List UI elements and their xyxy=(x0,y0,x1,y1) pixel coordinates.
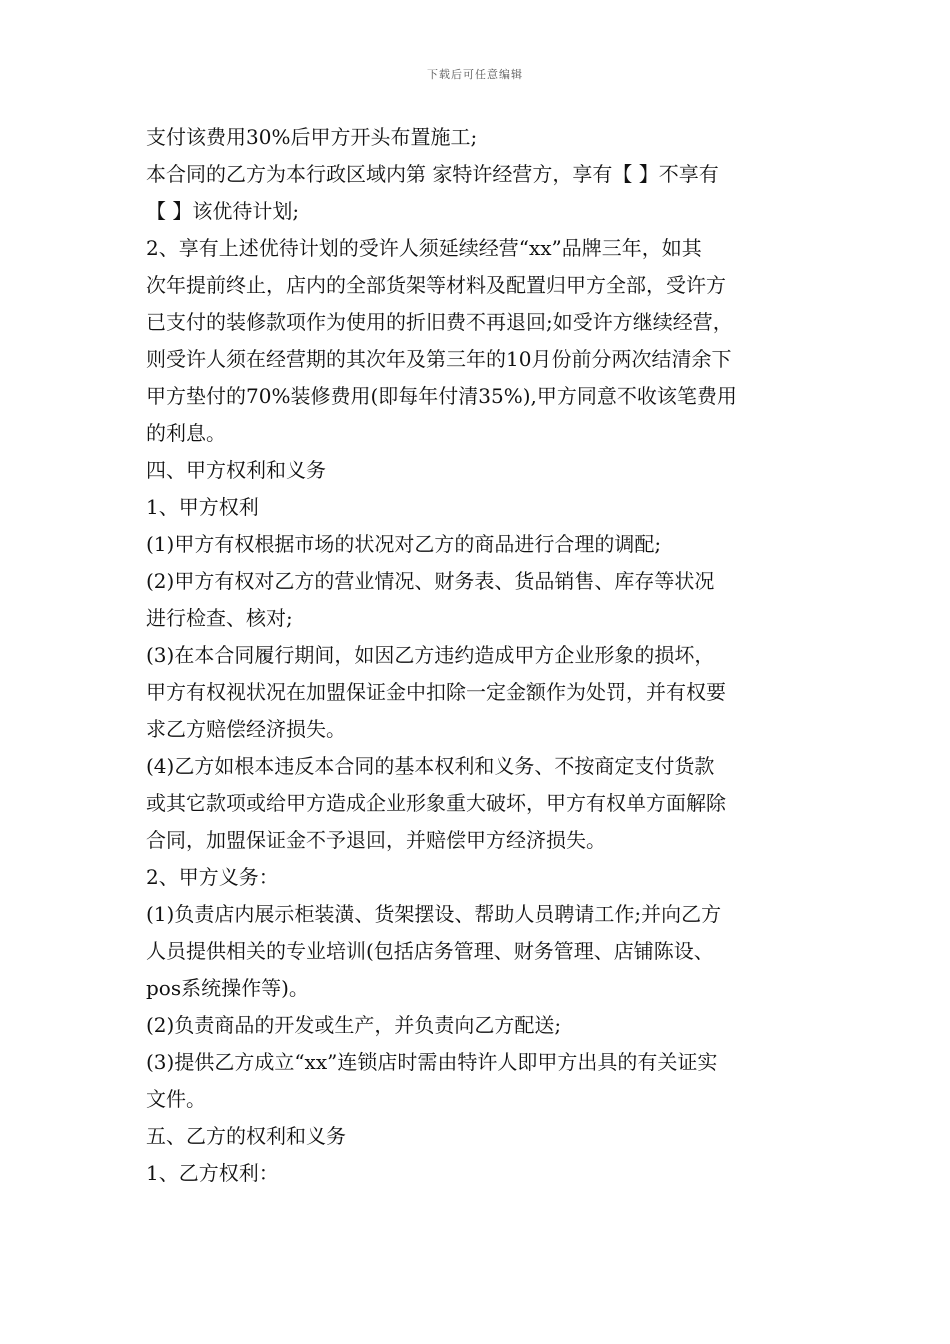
paragraph-line: (1)负责店内展示柜装潢、货架摆设、帮助人员聘请工作;并向乙方 xyxy=(146,902,722,926)
subsection-heading: 2、甲方义务： xyxy=(146,865,279,889)
paragraph-line: (3)在本合同履行期间，如因乙方违约造成甲方企业形象的损坏， xyxy=(146,643,715,667)
paragraph-line: (3)提供乙方成立“xx”连锁店时需由特许人即甲方出具的有关证实 xyxy=(146,1050,718,1074)
paragraph-line: 甲方垫付的70%装修费用(即每年付清35%),甲方同意不收该笔费用 xyxy=(146,384,737,408)
paragraph-line: 【 】该优待计划; xyxy=(146,199,300,223)
paragraph-line: (4)乙方如根本违反本合同的基本权利和义务、不按商定支付货款 xyxy=(146,754,715,778)
section-heading: 四、甲方权利和义务 xyxy=(146,458,326,482)
paragraph-line: (2)甲方有权对乙方的营业情况、财务表、货品销售、库存等状况 xyxy=(146,569,715,593)
paragraph-line: 本合同的乙方为本行政区域内第 家特许经营方，享有【 】不享有 xyxy=(146,162,719,186)
paragraph-line: 支付该费用30%后甲方开头布置施工; xyxy=(146,125,478,149)
page-header: 下载后可任意编辑 xyxy=(427,68,523,81)
paragraph-line: 则受许人须在经营期的其次年及第三年的10月份前分两次结清余下 xyxy=(146,347,732,371)
paragraph-line: 已支付的装修款项作为使用的折旧费不再退回;如受许方继续经营， xyxy=(146,310,733,334)
subsection-heading: 1、乙方权利： xyxy=(146,1161,279,1185)
paragraph-line: 合同，加盟保证金不予退回，并赔偿甲方经济损失。 xyxy=(146,828,606,852)
subsection-heading: 1、甲方权利 xyxy=(146,495,259,519)
paragraph-line: 次年提前终止，店内的全部货架等材料及配置归甲方全部，受许方 xyxy=(146,273,726,297)
paragraph-line: 的利息。 xyxy=(146,421,226,445)
paragraph-line: 文件。 xyxy=(146,1087,206,1111)
paragraph-line: 2、享有上述优待计划的受许人须延续经营“xx”品牌三年，如其 xyxy=(146,236,702,260)
paragraph-line: (1)甲方有权根据市场的状况对乙方的商品进行合理的调配; xyxy=(146,532,662,556)
paragraph-line: 进行检查、核对; xyxy=(146,606,293,630)
paragraph-line: 或其它款项或给甲方造成企业形象重大破坏，甲方有权单方面解除 xyxy=(146,791,726,815)
paragraph-line: 人员提供相关的专业培训(包括店务管理、财务管理、店铺陈设、 xyxy=(146,939,714,963)
paragraph-line: 求乙方赔偿经济损失。 xyxy=(146,717,346,741)
section-heading: 五、乙方的权利和义务 xyxy=(146,1124,346,1148)
paragraph-line: pos系统操作等)。 xyxy=(146,976,309,1000)
paragraph-line: (2)负责商品的开发或生产，并负责向乙方配送; xyxy=(146,1013,562,1037)
document-body xyxy=(146,124,810,1197)
paragraph-line: 甲方有权视状况在加盟保证金中扣除一定金额作为处罚，并有权要 xyxy=(146,680,726,704)
